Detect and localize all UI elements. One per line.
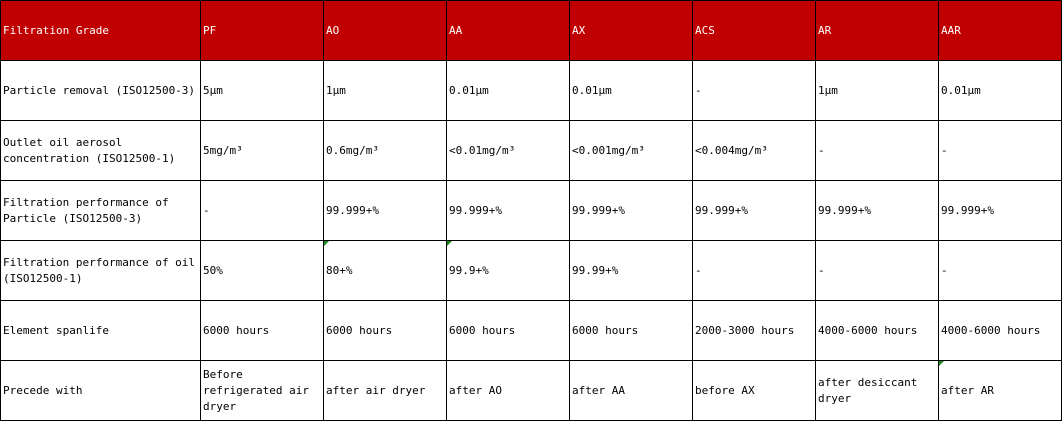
table-cell: before AX (693, 361, 816, 421)
table-cell: - (693, 241, 816, 301)
table-cell: 1μm (816, 61, 939, 121)
table-cell: after AO (447, 361, 570, 421)
header-cell-acs: ACS (693, 1, 816, 61)
table-cell: 5μm (201, 61, 324, 121)
table-cell: 0.01μm (447, 61, 570, 121)
table-cell: - (201, 181, 324, 241)
table-cell: 6000 hours (324, 301, 447, 361)
table-row (1, 121, 1062, 181)
table-cell: 99.999+% (447, 181, 570, 241)
table-cell: after air dryer (324, 361, 447, 421)
table-cell: 5mg/m³ (201, 121, 324, 181)
table-cell: - (816, 241, 939, 301)
table-cell: 2000-3000 hours (693, 301, 816, 361)
header-cell-ao: AO (324, 1, 447, 61)
row-label: Particle removal (ISO12500-3) (1, 61, 201, 121)
table-cell: after AR (939, 361, 1062, 421)
table-cell: 80+% (324, 241, 447, 301)
table-cell: after AA (570, 361, 693, 421)
header-cell-ar: AR (816, 1, 939, 61)
table-cell: 99.999+% (939, 181, 1062, 241)
table-cell: 0.01μm (570, 61, 693, 121)
table-cell: 4000-6000 hours (816, 301, 939, 361)
table-cell: 0.6mg/m³ (324, 121, 447, 181)
table-cell: - (693, 61, 816, 121)
table-cell: 99.999+% (324, 181, 447, 241)
table-row (1, 181, 1062, 241)
table-cell: 99.99+% (570, 241, 693, 301)
header-cell-pf: PF (201, 1, 324, 61)
row-label: Precede with (1, 361, 201, 421)
table-cell: after desiccant dryer (816, 361, 939, 421)
table-cell: 6000 hours (447, 301, 570, 361)
table-cell: Before refrigerated air dryer (201, 361, 324, 421)
header-cell-aar: AAR (939, 1, 1062, 61)
table-row (1, 361, 1062, 421)
table-cell: <0.01mg/m³ (447, 121, 570, 181)
row-label: Filtration performance of Particle (ISO12500-3) (1, 181, 201, 241)
table-cell: 6000 hours (201, 301, 324, 361)
row-label: Filtration performance of oil (ISO12500-1) (1, 241, 201, 301)
table-cell: 4000-6000 hours (939, 301, 1062, 361)
table-cell: - (939, 121, 1062, 181)
table-cell: 99.999+% (570, 181, 693, 241)
header-cell-filtration-grade: Filtration Grade (1, 1, 201, 61)
table-cell: <0.004mg/m³ (693, 121, 816, 181)
table-row (1, 61, 1062, 121)
row-label: Element spanlife (1, 301, 201, 361)
table-cell: - (816, 121, 939, 181)
table-cell: <0.001mg/m³ (570, 121, 693, 181)
table-cell: - (939, 241, 1062, 301)
table-cell: 0.01μm (939, 61, 1062, 121)
table-cell: 99.999+% (816, 181, 939, 241)
table-cell: 50% (201, 241, 324, 301)
table-cell: 99.999+% (693, 181, 816, 241)
table-cell: 6000 hours (570, 301, 693, 361)
table-cell: 99.9+% (447, 241, 570, 301)
table-row (1, 241, 1062, 301)
table-row (1, 301, 1062, 361)
header-cell-ax: AX (570, 1, 693, 61)
table-cell: 1μm (324, 61, 447, 121)
table-header-row (1, 1, 1062, 61)
row-label: Outlet oil aerosol concentration (ISO12500-1) (1, 121, 201, 181)
header-cell-aa: AA (447, 1, 570, 61)
